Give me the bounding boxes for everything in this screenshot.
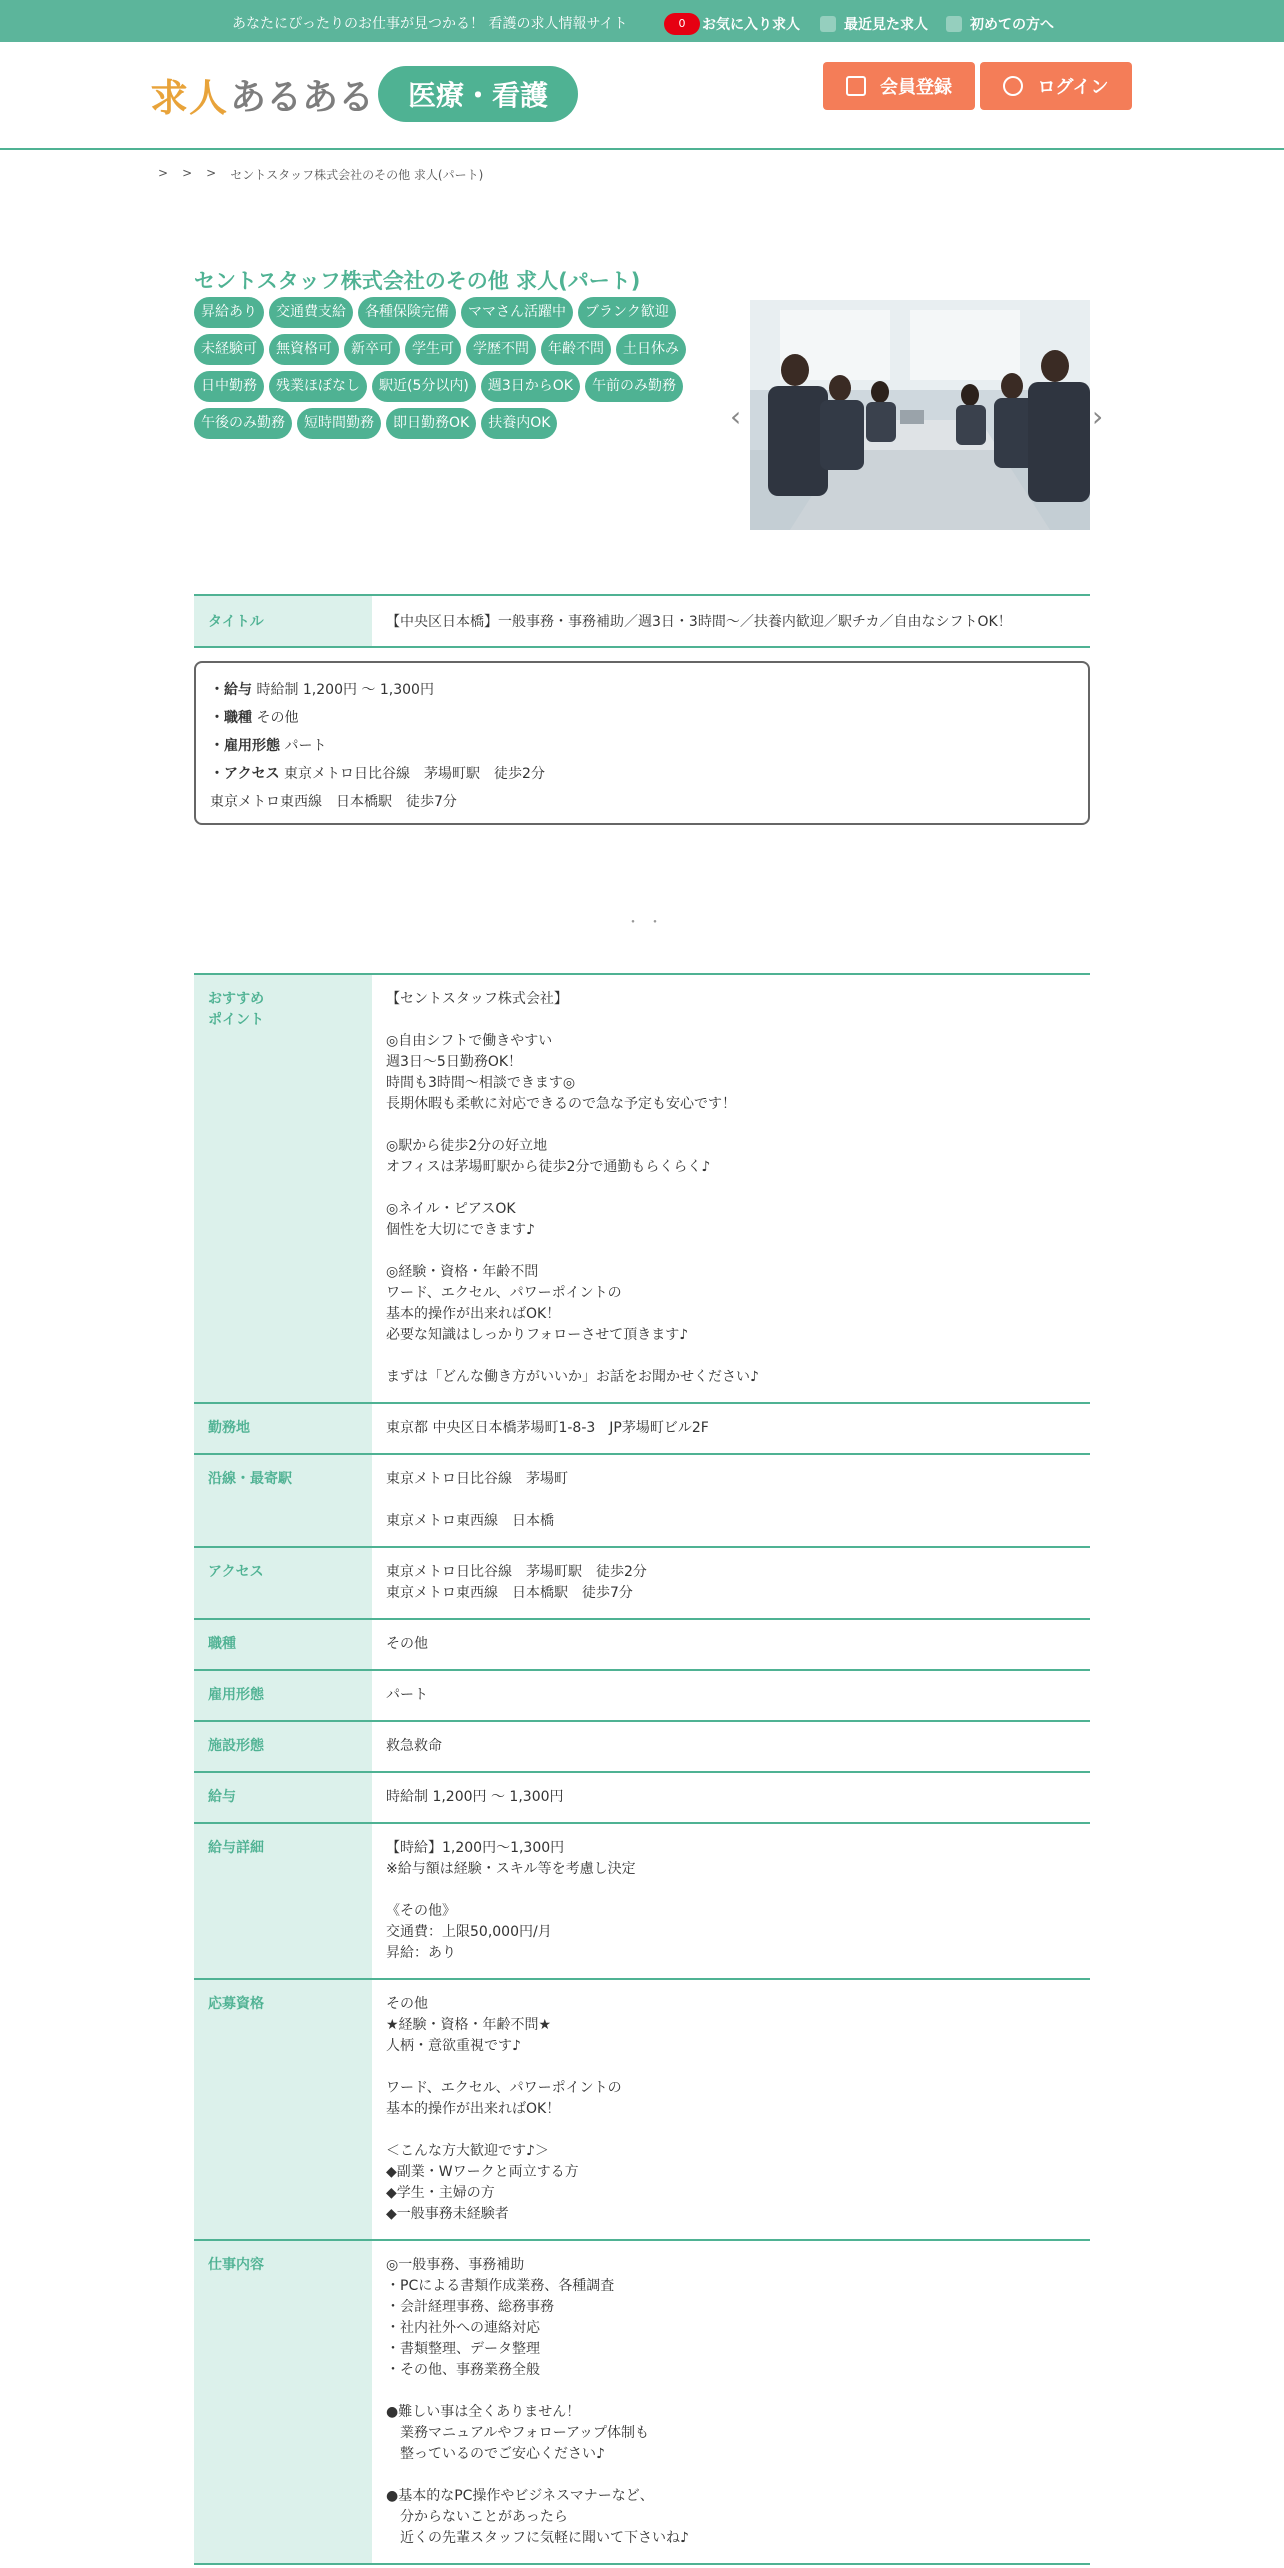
detail-row — [194, 2241, 1090, 2565]
detail-row — [194, 1455, 1090, 1548]
summary-employment — [210, 732, 1074, 760]
detail-row — [194, 1824, 1090, 1980]
logo-category-pill: 医療・看護 — [378, 66, 578, 122]
feature-tag: 駅近(5分以内) — [372, 371, 476, 402]
summary-access-label: ・アクセス — [210, 766, 280, 782]
breadcrumb-current: セントスタッフ株式会社のその他 求人(パート) — [230, 168, 484, 182]
feature-tag: 日中勤務 — [194, 371, 264, 402]
summary-access-value: 東京メトロ日比谷線 茅場町駅 徒歩2分 — [284, 766, 545, 782]
feature-tag: 交通費支給 — [269, 297, 353, 328]
first-time-label: 初めての方へ — [970, 17, 1054, 33]
title-row-label: タイトル — [194, 596, 372, 646]
job-detail-table — [194, 973, 1090, 2565]
feature-tag: 残業ほぼなし — [269, 371, 367, 402]
summary-job-label: ・職種 — [210, 710, 252, 726]
detail-row-label: 仕事内容 — [194, 2241, 372, 2563]
detail-row — [194, 1671, 1090, 1722]
detail-row — [194, 1404, 1090, 1455]
breadcrumb-separator: > — [158, 166, 169, 180]
favorites-link[interactable] — [664, 13, 800, 35]
feature-tag: 午後のみ勤務 — [194, 408, 292, 439]
feature-tag: 即日勤務OK — [386, 408, 476, 439]
recent-jobs-label: 最近見た求人 — [844, 17, 928, 33]
recent-jobs-link[interactable] — [820, 14, 928, 34]
favorites-count-badge: 0 — [664, 13, 700, 35]
logo-part-1: 求人 — [150, 75, 229, 120]
feature-tag: 未経験可 — [194, 334, 264, 365]
book-icon — [946, 16, 962, 32]
detail-row-value: 東京メトロ日比谷線 茅場町 東京メトロ東西線 日本橋 — [386, 1471, 568, 1529]
feature-tag: 短時間勤務 — [297, 408, 381, 439]
favorites-label: お気に入り求人 — [702, 17, 800, 33]
top-bar — [0, 0, 1284, 42]
summary-emp-label: ・雇用形態 — [210, 738, 280, 754]
slider-prev-icon[interactable]: ‹ — [730, 400, 742, 433]
id-card-icon — [846, 76, 866, 96]
feature-tags — [194, 297, 714, 439]
site-tagline: あなたにぴったりのお仕事が見つかる！ 看護の求人情報サイト — [232, 16, 628, 32]
detail-row-label: 施設形態 — [194, 1722, 372, 1771]
detail-row — [194, 1548, 1090, 1620]
photo-slider — [730, 300, 1120, 530]
summary-job-type — [210, 704, 1074, 732]
feature-tag: ブランク歓迎 — [578, 297, 676, 328]
slider-dots: ・・ — [626, 915, 670, 931]
detail-row-value: パート — [386, 1687, 428, 1703]
feature-tag: 学歴不問 — [466, 334, 536, 365]
summary-emp-value: パート — [284, 738, 327, 754]
feature-tag: 無資格可 — [269, 334, 339, 365]
detail-row-label: 給与詳細 — [194, 1824, 372, 1978]
detail-row-label: 勤務地 — [194, 1404, 372, 1453]
login-label: ログイン — [1037, 77, 1109, 98]
summary-salary-value: 時給制 1,200円 ～ 1,300円 — [256, 682, 434, 698]
detail-row-label: 給与 — [194, 1773, 372, 1822]
feature-tag: 週3日からOK — [481, 371, 580, 402]
feature-tag: 年齢不問 — [541, 334, 611, 365]
office-photo — [750, 300, 1090, 530]
login-icon — [1003, 76, 1023, 96]
summary-access — [210, 760, 1074, 788]
detail-row-value: 時給制 1,200円 ～ 1,300円 — [386, 1789, 564, 1805]
register-button[interactable] — [823, 62, 975, 110]
feature-tag: 学生可 — [405, 334, 461, 365]
detail-row-label: 雇用形態 — [194, 1671, 372, 1720]
detail-row-value: 東京メトロ日比谷線 茅場町駅 徒歩2分 東京メトロ東西線 日本橋駅 徒歩7分 — [386, 1564, 647, 1601]
feature-tag: 扶養内OK — [481, 408, 557, 439]
detail-row-label: 応募資格 — [194, 1980, 372, 2239]
detail-row-value: その他 ★経験・資格・年齢不問★ 人柄・意欲重視です♪ ワード、エクセル、パワーポイントの 基本的操作が出来ればOK！ ＜こんな方大歓迎です♪＞ ◆副業・Wワークと両立する方 ◆学生・主婦の方 ◆一般事務未経験者 — [386, 1996, 622, 2222]
detail-row — [194, 1773, 1090, 1824]
feature-tag: 午前のみ勤務 — [585, 371, 683, 402]
login-button[interactable] — [980, 62, 1132, 110]
detail-row-label: 沿線・最寄駅 — [194, 1455, 372, 1546]
summary-salary-label: ・給与 — [210, 682, 252, 698]
detail-row — [194, 1620, 1090, 1671]
feature-tag: 土日休み — [616, 334, 686, 365]
detail-row-value: その他 — [386, 1636, 428, 1652]
detail-row — [194, 1980, 1090, 2241]
site-logo[interactable] — [150, 66, 578, 122]
detail-row-value: 【時給】1,200円〜1,300円 ※給与額は経験・スキル等を考慮し決定 《その他》 交通費：上限50,000円/月 昇給：あり — [386, 1840, 636, 1961]
slider-next-icon[interactable]: › — [1092, 400, 1104, 433]
summary-job-value: その他 — [256, 710, 299, 726]
detail-row — [194, 1722, 1090, 1773]
register-label: 会員登録 — [880, 77, 952, 98]
feature-tag: 昇給あり — [194, 297, 264, 328]
title-row-value: 【中央区日本橋】一般事務・事務補助／週3日・3時間～／扶養内歓迎／駅チカ／自由なシフトOK！ — [386, 614, 1012, 630]
summary-access-2: 東京メトロ東西線 日本橋駅 徒歩7分 — [210, 794, 457, 810]
site-header — [0, 42, 1284, 150]
first-time-link[interactable] — [946, 14, 1054, 34]
detail-row — [194, 975, 1090, 1404]
feature-tag: 各種保険完備 — [358, 297, 456, 328]
breadcrumb-separator: > — [206, 166, 217, 180]
detail-row-label: おすすめ ポイント — [194, 975, 372, 1402]
detail-row-label: アクセス — [194, 1548, 372, 1618]
detail-row-value: ◎一般事務、事務補助 ・PCによる書類作成業務、各種調査 ・会計経理事務、総務事務 ・社内社外への連絡対応 ・書類整理、データ整理 ・その他、事務業務全般 ●難しい事は全くありません！ 業務マニュアルやフォローアップ体制も 整っているのでご安心ください♪ ●基本的なPC操作やビジネスマナーなど、 分からないことがあったら 近くの先輩スタッフに気軽に聞いて下さいね♪ — [386, 2257, 689, 2546]
breadcrumb — [158, 166, 483, 183]
summary-salary — [210, 676, 1074, 704]
feature-tag: 新卒可 — [344, 334, 400, 365]
detail-row-label: 職種 — [194, 1620, 372, 1669]
clock-icon — [820, 16, 836, 32]
detail-row-value: 東京都 中央区日本橋茅場町1-8-3 JP茅場町ビル2F — [386, 1420, 709, 1436]
detail-row-value: 救急救命 — [386, 1738, 442, 1754]
detail-row-value: 【セントスタッフ株式会社】 ◎自由シフトで働きやすい 週3日～5日勤務OK！ 時間も3時間～相談できます◎ 長期休暇も柔軟に対応できるので急な予定も安心です！ ◎駅から徒歩2分の好立地 オフィスは茅場町駅から徒歩2分で通勤もらくらく♪ ◎ネイル・ピアスOK 個性を大切にできます♪ ◎経験・資格・年齢不問 ワード、エクセル、パワーポイントの 基本的操作が出来ればOK！ 必要な知識はしっかりフォローさせて頂きます♪ まずは「どんな働き方がいいか」お話をお聞かせください♪ — [386, 991, 759, 1385]
job-summary-box — [194, 661, 1090, 825]
logo-part-2: あるある — [230, 76, 375, 118]
feature-tag: ママさん活躍中 — [461, 297, 573, 328]
job-title: セントスタッフ株式会社のその他 求人(パート) — [194, 269, 641, 293]
title-row — [194, 594, 1090, 648]
breadcrumb-separator: > — [182, 166, 193, 180]
